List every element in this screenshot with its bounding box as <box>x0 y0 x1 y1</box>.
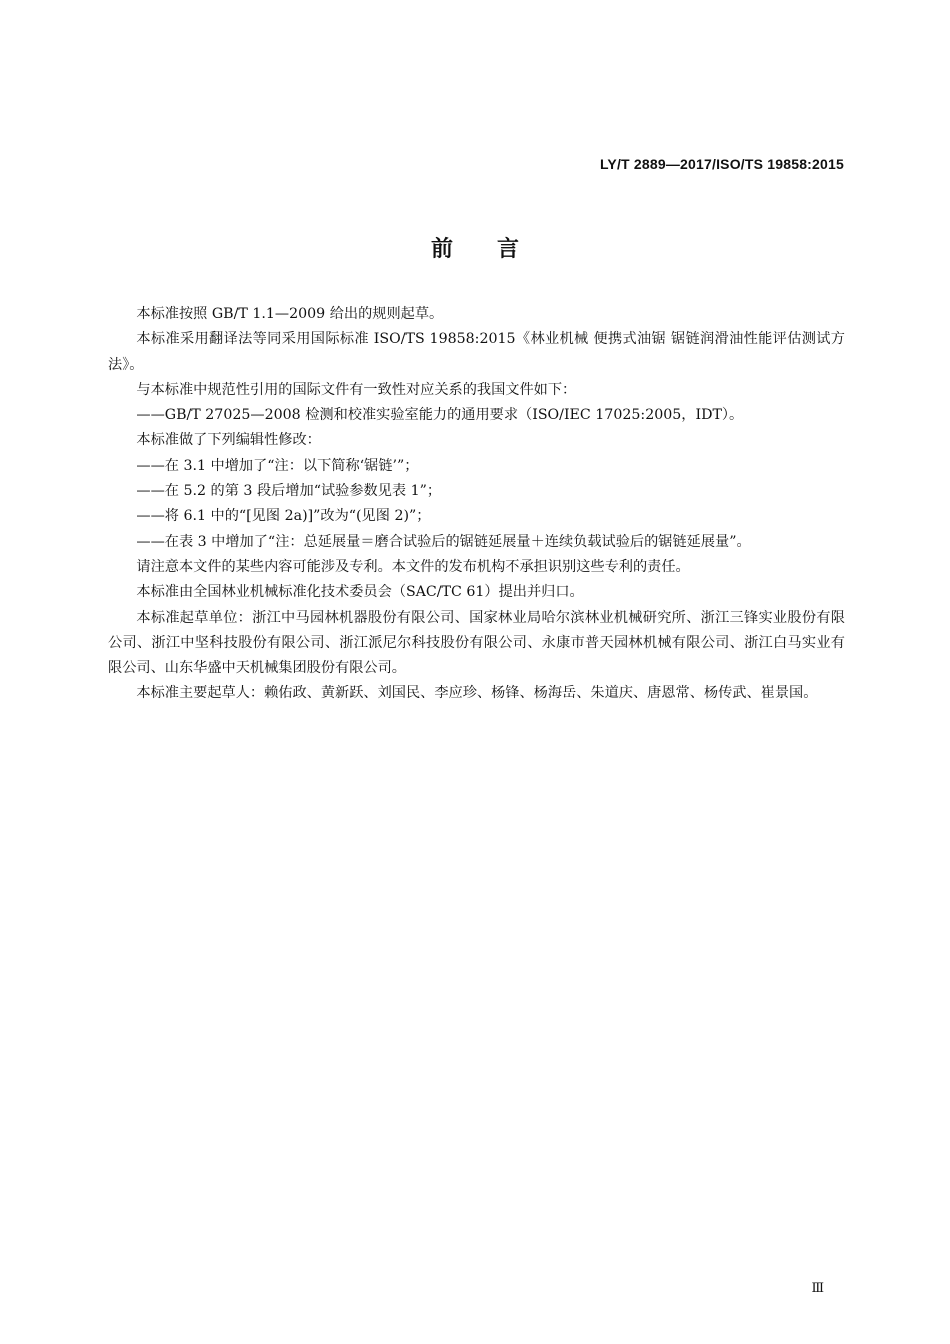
foreword-body <box>108 302 845 707</box>
paragraph-drafters: 本标准主要起草人：赖佑政、黄新跃、刘国民、李应珍、杨锋、杨海岳、朱道庆、唐恩常、杨传武、崔景国。 <box>136 685 818 702</box>
paragraph-drafting-units: 本标准起草单位：浙江中马园林机器股份有限公司、国家林业局哈尔滨林业机械研究所、浙江三锋实业股份有限公司、浙江中坚科技股份有限公司、浙江派尼尔科技股份有限公司、永康市普天园林机械有限公司、浙江白马实业有限公司、山东华盛中天机械集团股份有限公司。 <box>108 609 845 677</box>
list-item-edit-3: ——将 6.1 中的“[见图 2a)]”改为“(见图 2)”； <box>136 508 431 525</box>
paragraph-committee: 本标准由全国林业机械标准化技术委员会（SAC/TC 61）提出并归口。 <box>136 584 584 601</box>
standard-number: LY/T 2889—2017/ISO/TS 19858:2015 <box>599 156 844 172</box>
list-item-edit-2: ——在 5.2 的第 3 段后增加“试验参数见表 1”； <box>136 483 442 500</box>
page-number: Ⅲ <box>811 1281 824 1296</box>
paragraph-patent-notice: 请注意本文件的某些内容可能涉及专利。本文件的发布机构不承担识别这些专利的责任。 <box>136 558 690 575</box>
page-title: 前言 <box>430 237 563 262</box>
paragraph-correspondence-intro: 与本标准中规范性引用的国际文件有一致性对应关系的我国文件如下： <box>136 381 577 398</box>
paragraph-editorial-intro: 本标准做了下列编辑性修改： <box>136 432 321 449</box>
paragraph-drafting-rules: 本标准按照 GB/T 1.1—2009 给出的规则起草。 <box>136 306 444 322</box>
list-item-correspondence: ——GB/T 27025—2008 检测和校准实验室能力的通用要求（ISO/IEC 17025:2005，IDT）。 <box>136 407 744 424</box>
list-item-edit-1: ——在 3.1 中增加了“注：以下简称‘锯链’”； <box>136 457 419 474</box>
paragraph-adoption: 本标准采用翻译法等同采用国际标准 ISO/TS 19858:2015《林业机械 便携式油锯 锯链润滑油性能评估测试方法》。 <box>108 331 845 373</box>
list-item-edit-4: ——在表 3 中增加了“注：总延展量＝磨合试验后的锯链延展量＋连续负载试验后的锯链延展量”。 <box>136 533 751 550</box>
